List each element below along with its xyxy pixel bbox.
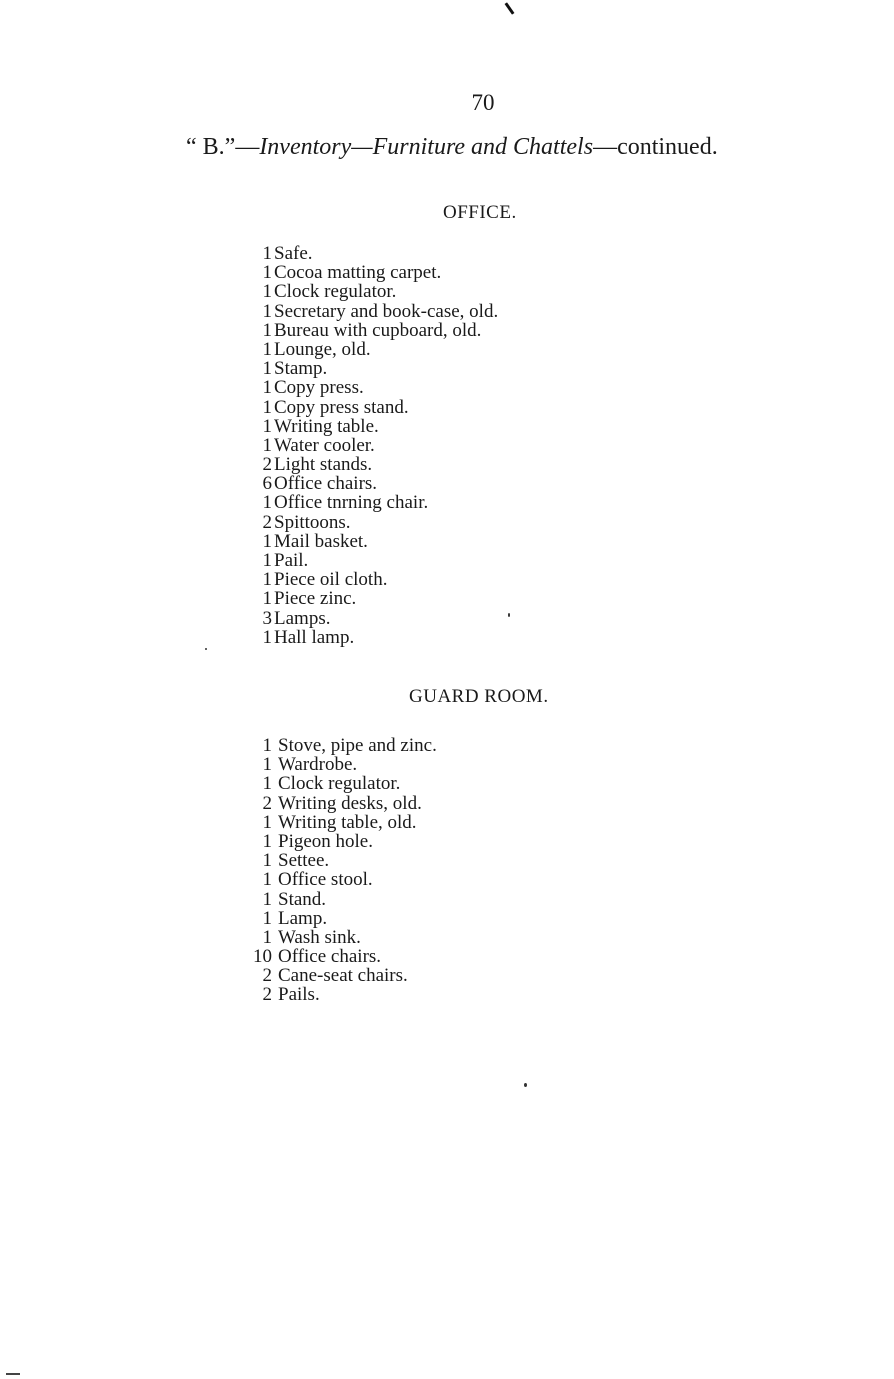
item-quantity: 2 — [262, 511, 272, 533]
item-quantity: 1 — [262, 358, 272, 380]
item-quantity: 2 — [262, 984, 272, 1006]
item-description: Stand. — [278, 888, 327, 910]
list-item — [248, 378, 498, 397]
heading-prefix: “ B.”— — [186, 134, 260, 160]
item-quantity: 1 — [262, 300, 272, 322]
item-description: Settee. — [278, 850, 330, 872]
item-description: Writing table, old. — [278, 811, 417, 833]
item-description: Pails. — [278, 984, 320, 1006]
list-item — [246, 736, 437, 755]
list-item — [246, 966, 437, 985]
item-description: Cocoa matting carpet. — [274, 262, 442, 284]
item-description: Clock regulator. — [274, 281, 397, 303]
item-description: Office chairs. — [278, 946, 382, 968]
item-quantity: 2 — [262, 792, 272, 814]
item-description: Spittoons. — [274, 511, 351, 533]
section-title-guard-room: GUARD ROOM. — [409, 686, 549, 707]
item-description: Cane-seat chairs. — [278, 965, 408, 987]
item-quantity: 1 — [262, 550, 272, 571]
item-quantity: 1 — [262, 415, 272, 437]
item-quantity: 1 — [262, 811, 272, 833]
list-item — [246, 985, 437, 1004]
item-description: Wardrobe. — [278, 754, 358, 776]
list-item — [246, 890, 437, 909]
list-item — [246, 928, 437, 947]
item-description: Stove, pipe and zinc. — [278, 735, 437, 756]
item-description: Stamp. — [274, 358, 328, 380]
list-item — [248, 340, 498, 359]
list-item — [248, 321, 498, 340]
item-quantity: 1 — [262, 850, 272, 872]
heading-title: Inventory—Furniture and Chattels — [259, 134, 594, 160]
item-description: Bureau with cupboard, old. — [274, 319, 482, 341]
list-item — [248, 282, 498, 301]
item-description: Office chairs. — [274, 473, 378, 495]
section-title-office: OFFICE. — [443, 202, 517, 223]
item-description: Light stands. — [274, 454, 373, 476]
list-item — [248, 589, 498, 608]
list-item — [246, 947, 437, 966]
item-quantity: 1 — [262, 888, 272, 910]
item-description: Hall lamp. — [274, 626, 355, 648]
item-description: Pail. — [274, 550, 309, 571]
list-item — [248, 359, 498, 378]
item-description: Writing table. — [274, 415, 379, 437]
ink-speck — [508, 613, 510, 617]
item-quantity: 1 — [262, 396, 272, 418]
item-quantity: 1 — [262, 243, 272, 264]
list-item — [248, 532, 498, 551]
item-description: Copy press. — [274, 377, 364, 399]
list-item — [248, 493, 498, 512]
page-heading — [186, 134, 718, 161]
list-item — [248, 263, 498, 282]
list-item — [248, 474, 498, 493]
list-item — [248, 398, 498, 417]
item-quantity: 2 — [262, 965, 272, 987]
item-quantity: 1 — [262, 377, 272, 399]
ink-mark — [505, 2, 515, 14]
item-description: Wash sink. — [278, 926, 361, 948]
item-quantity: 1 — [262, 262, 272, 284]
item-description: Piece zinc. — [274, 588, 357, 610]
item-quantity: 1 — [262, 869, 272, 891]
item-description: Secretary and book-case, old. — [274, 300, 499, 322]
item-quantity: 1 — [262, 319, 272, 341]
item-quantity: 10 — [253, 946, 272, 968]
item-description: Copy press stand. — [274, 396, 409, 418]
item-description: Mail basket. — [274, 530, 368, 552]
page-number: 70 — [471, 90, 495, 115]
item-description: Lounge, old. — [274, 338, 371, 360]
item-description: Office stool. — [278, 869, 373, 891]
list-item — [248, 455, 498, 474]
item-description: Lamps. — [274, 607, 331, 629]
item-quantity: 1 — [262, 926, 272, 948]
item-quantity: 1 — [262, 588, 272, 610]
list-item — [246, 851, 437, 870]
item-quantity: 1 — [262, 754, 272, 776]
item-description: Water cooler. — [274, 434, 375, 456]
list-item — [246, 794, 437, 813]
list-item — [246, 774, 437, 793]
ink-speck — [205, 648, 207, 650]
item-quantity: 2 — [262, 454, 272, 476]
item-description: Piece oil cloth. — [274, 569, 388, 591]
list-item — [248, 570, 498, 589]
item-quantity: 6 — [262, 473, 272, 495]
item-quantity: 1 — [262, 773, 272, 795]
item-quantity: 1 — [262, 569, 272, 591]
item-quantity: 1 — [262, 338, 272, 360]
list-item — [248, 609, 498, 628]
item-description: Safe. — [274, 243, 313, 264]
list-item — [248, 551, 498, 570]
list-item — [248, 628, 498, 647]
list-item — [246, 832, 437, 851]
item-quantity: 1 — [262, 530, 272, 552]
item-description: Writing desks, old. — [278, 792, 422, 814]
list-item — [248, 244, 498, 263]
item-quantity: 1 — [262, 735, 272, 756]
list-item — [248, 417, 498, 436]
item-quantity: 1 — [262, 281, 272, 303]
item-description: Clock regulator. — [278, 773, 401, 795]
edge-mark — [6, 1373, 20, 1375]
list-item — [248, 302, 498, 321]
office-inventory-list — [248, 244, 498, 647]
heading-suffix: —continued. — [593, 134, 718, 160]
list-item — [246, 909, 437, 928]
item-description: Office tnrning chair. — [274, 492, 429, 514]
item-quantity: 1 — [262, 492, 272, 514]
item-quantity: 1 — [262, 626, 272, 648]
list-item — [246, 813, 437, 832]
list-item — [248, 436, 498, 455]
list-item — [246, 755, 437, 774]
guard-room-inventory-list — [246, 736, 437, 1005]
list-item — [246, 870, 437, 889]
item-description: Lamp. — [278, 907, 328, 929]
item-quantity: 3 — [262, 607, 272, 629]
item-description: Pigeon hole. — [278, 830, 373, 852]
item-quantity: 1 — [262, 830, 272, 852]
list-item — [248, 513, 498, 532]
item-quantity: 1 — [262, 434, 272, 456]
ink-speck — [524, 1083, 527, 1087]
item-quantity: 1 — [262, 907, 272, 929]
